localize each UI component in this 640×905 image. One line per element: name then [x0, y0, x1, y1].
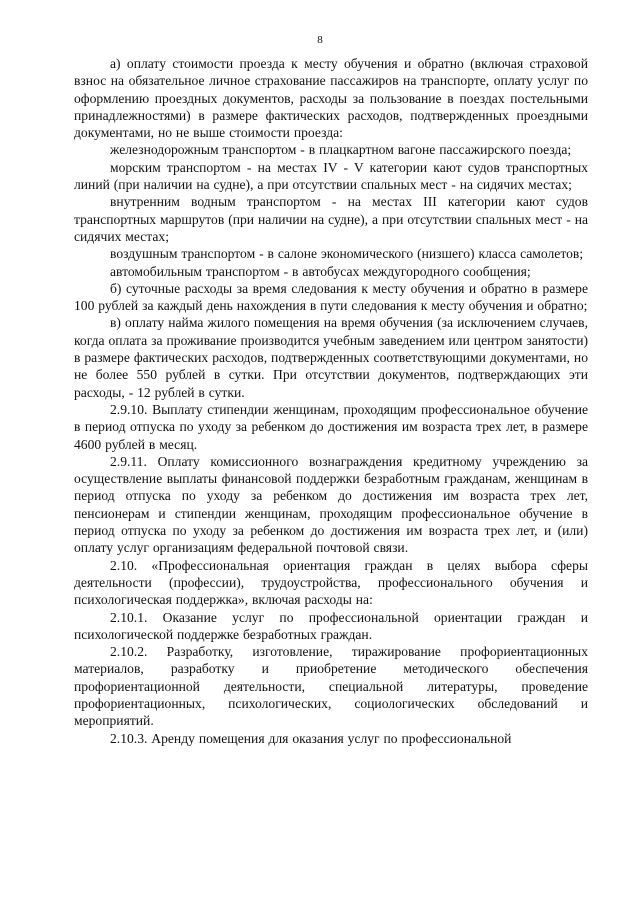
paragraph-travel-costs: а) оплату стоимости проезда к месту обучения и обратно (включая страховой взнос на обязательное личное страхование пассажиров на транспорте, оплату услуг по оформлению проездных документов, расходы за пользование в поездах постельными принадлежностями) в размере фактических расходов, подтвержденных проездными документами, но не выше стоимости проезда: [74, 56, 588, 141]
paragraph-sea-transport: морским транспортом - на местах IV - V категории кают судов транспортных линий (при наличии на судне), а при отсутствии спальных мест - на сидячих местах; [74, 159, 588, 193]
document-body [74, 55, 588, 747]
paragraph-air-transport: воздушным транспортом - в салоне экономического (низшего) класса самолетов; [110, 246, 584, 262]
paragraph-housing-costs: в) оплату найма жилого помещения на время обучения (за исключением случаев, когда оплата за проживание производится учебным заведением или центром занятости) в размере фактических расходов, подтвержденных соответствующими документами, но не более 550 рублей в сутки. При отсутствии документов, подтверждающих эти расходы, - 12 рублей в сутки. [74, 315, 588, 400]
paragraph-2-10: 2.10. «Профессиональная ориентация граждан в целях выбора сферы деятельности (профессии), трудоустройства, профессионального обучения и психологическая поддержка», включая расходы на: [74, 557, 588, 608]
paragraph-rail-transport: железнодорожным транспортом - в плацкартном вагоне пассажирского поезда; [110, 142, 572, 158]
paragraph-river-transport: внутренним водным транспортом - на местах III категории кают судов транспортных маршрутов (при наличии на судне), а при отсутствии спальных мест - на сидячих местах; [74, 194, 588, 244]
paragraph-2-9-10: 2.9.10. Выплату стипендии женщинам, проходящим профессиональное обучение в период отпуска по уходу за ребенком до достижения им возраста трех лет, в размере 4600 рублей в месяц. [74, 401, 588, 452]
paragraph-2-10-3: 2.10.3. Аренду помещения для оказания услуг по профессиональной [110, 730, 512, 746]
paragraph-2-10-2: 2.10.2. Разработку, изготовление, тиражирование профориентационных материалов, разработку и приобретение методического обеспечения профориентационной деятельности, специальной литературы, проведение профориентационных, психологических, социологических обследований и мероприятий. [74, 644, 588, 729]
paragraph-2-9-11: 2.9.11. Оплату комиссионного вознаграждения кредитному учреждению за осуществление выплаты финансовой поддержки безработным гражданам, женщинам в период отпуска по уходу за ребенком до достижения им возраста трех лет, пенсионерам и стипендии женщинам, проходящим профессиональное обучение в период отпуска по уходу за ребенком до достижения им возраста трех лет, и (или) оплату услуг организациям федеральной почтовой связи. [74, 453, 588, 556]
paragraph-road-transport: автомобильным транспортом - в автобусах междугородного сообщения; [110, 263, 531, 279]
paragraph-daily-allowance: б) суточные расходы за время следования к месту обучения и обратно в размере 100 рублей за каждый день нахождения в пути следования к месту обучения и обратно; [74, 280, 588, 314]
paragraph-2-10-1: 2.10.1. Оказание услуг по профессиональной ориентации граждан и психологической поддержке безработных граждан. [74, 609, 588, 642]
page-number: 8 [317, 34, 323, 46]
